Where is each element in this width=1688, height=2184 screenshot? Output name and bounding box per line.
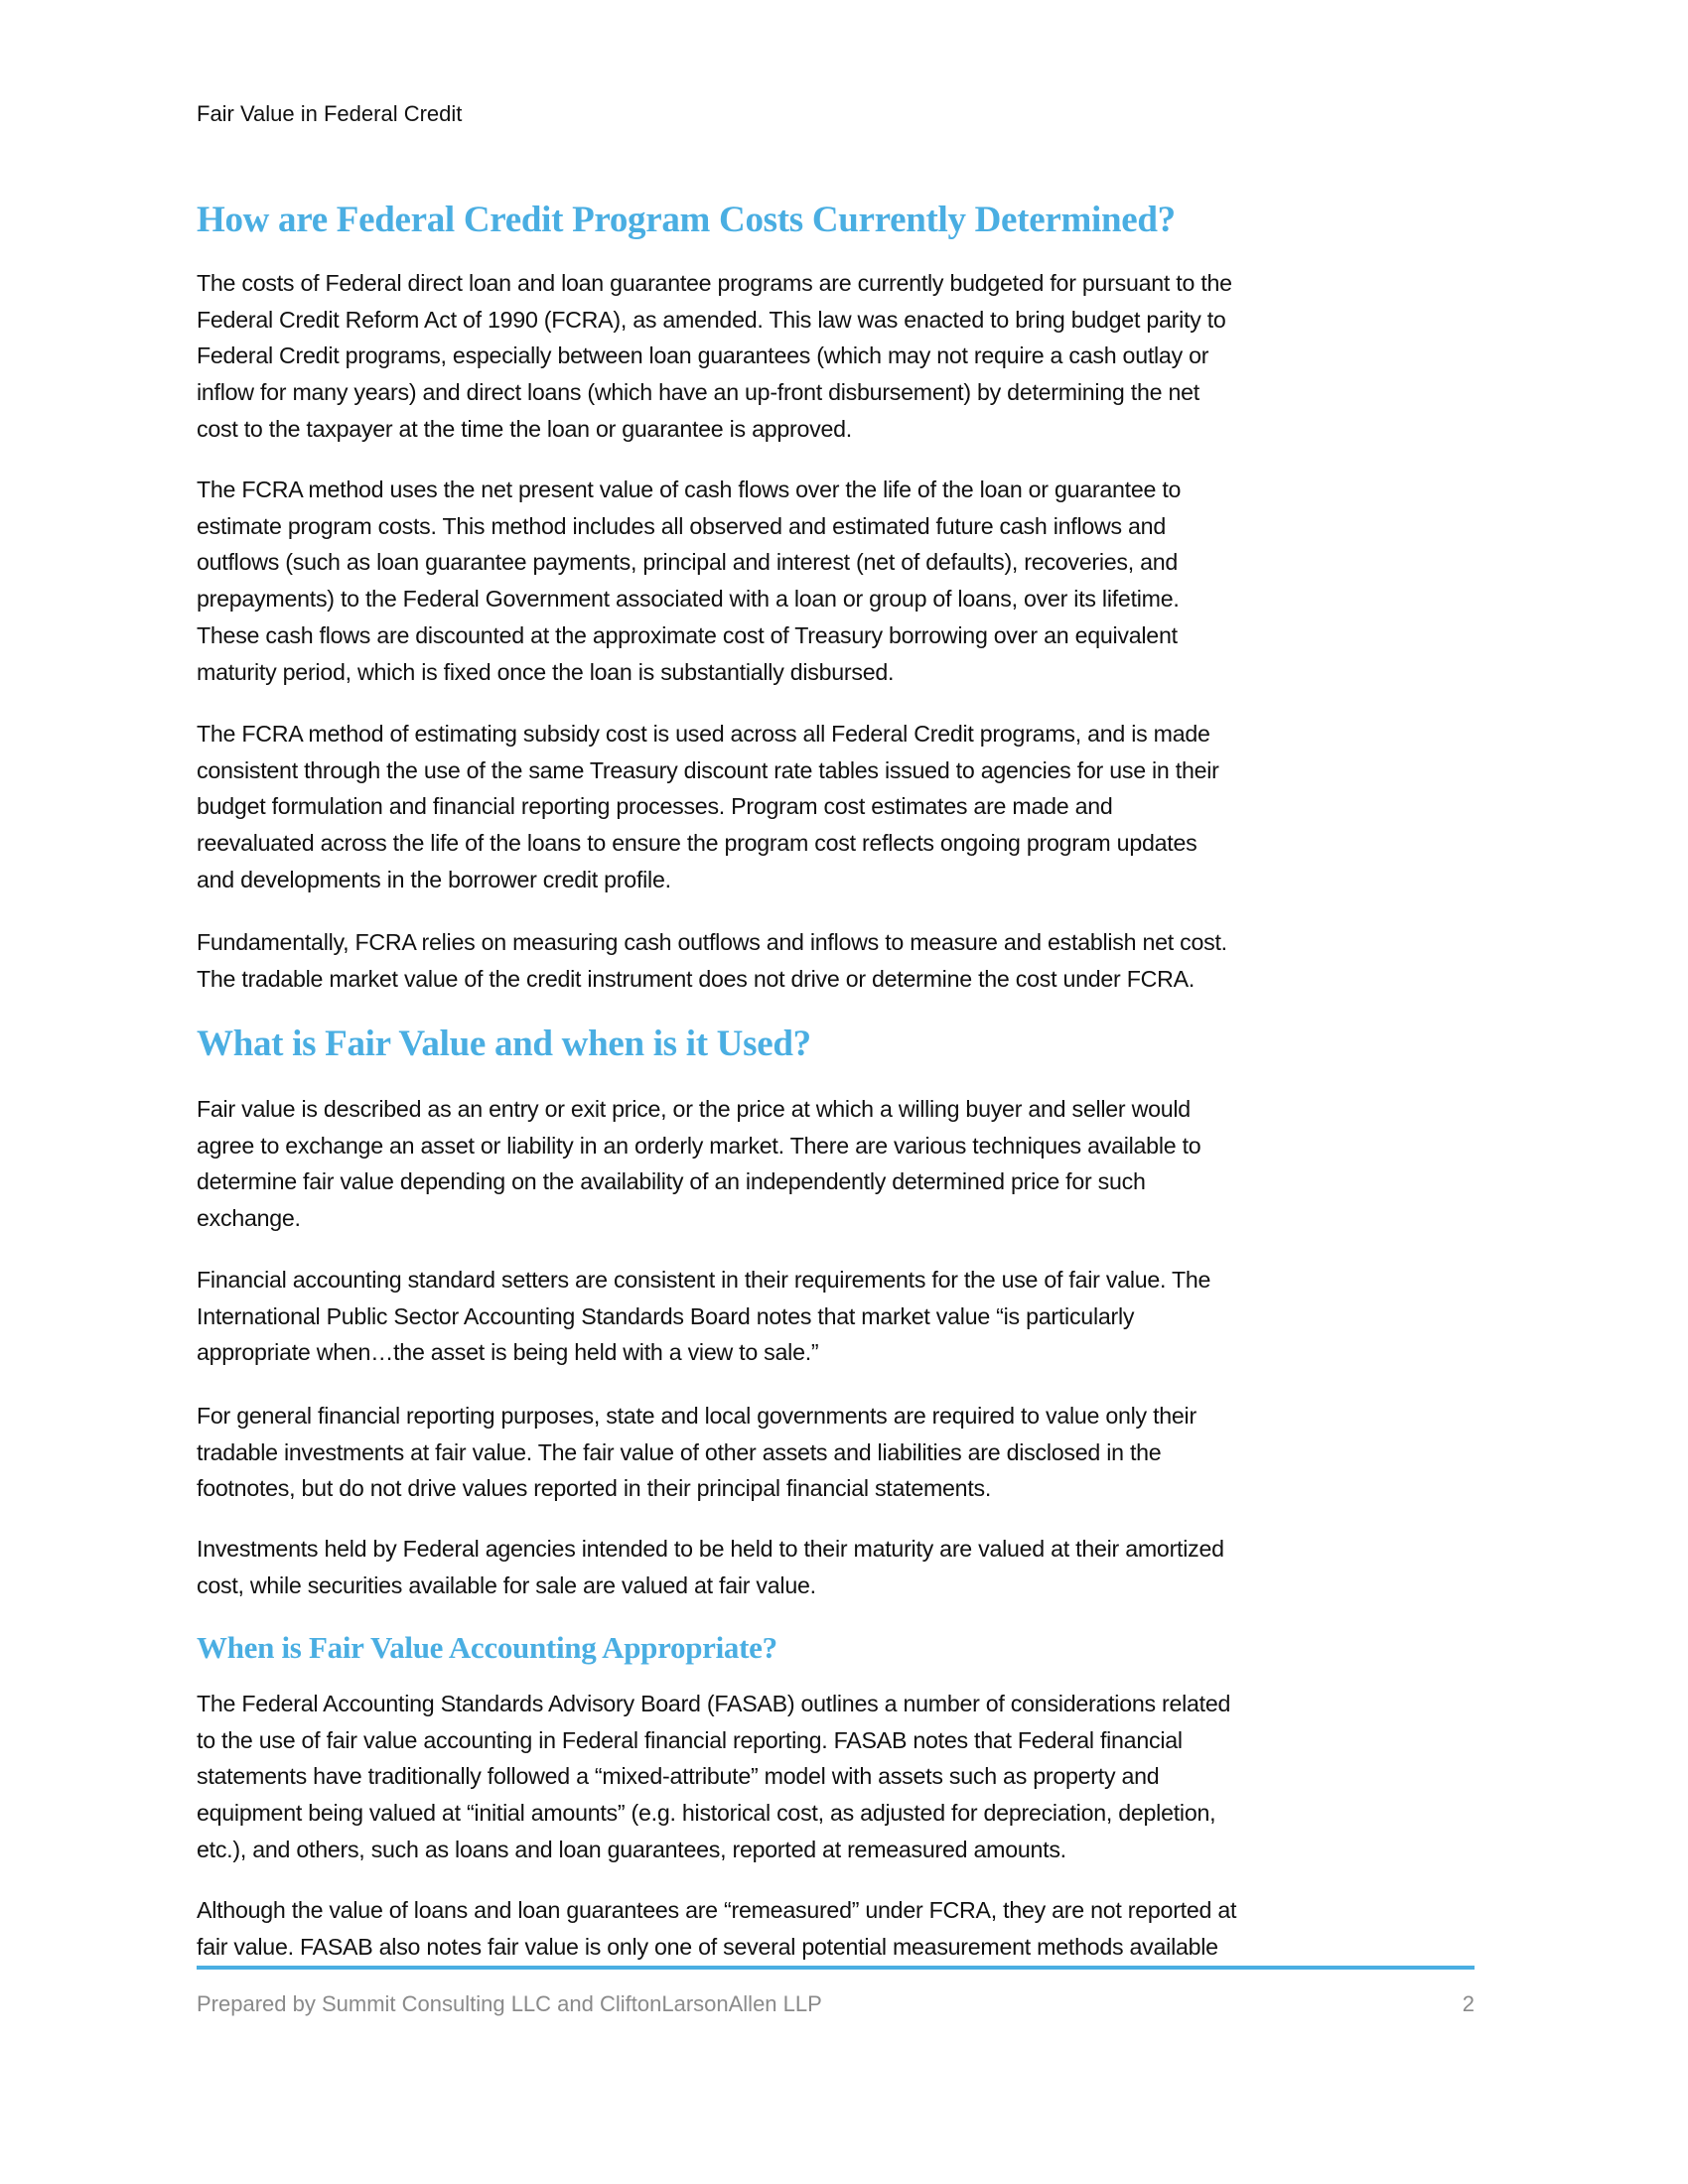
- paragraph-line: cost, while securities available for sale are valued at fair value.: [197, 1571, 816, 1598]
- paragraph: [197, 1091, 1487, 1237]
- paragraph-line: maturity period, which is fixed once the loan is substantially disbursed.: [197, 658, 895, 685]
- paragraph-line: etc.), and others, such as loans and loan guarantees, reported at remeasured amounts.: [197, 1836, 1066, 1862]
- paragraph: [197, 1531, 1487, 1603]
- paragraph-line: Federal Credit Reform Act of 1990 (FCRA), as amended. This law was enacted to bring budget parity to: [197, 306, 1226, 333]
- paragraph-line: estimate program costs. This method includes all observed and estimated future cash inflows and: [197, 512, 1166, 539]
- paragraph-line: The costs of Federal direct loan and loan guarantee programs are currently budgeted for pursuant to the: [197, 270, 1232, 296]
- paragraph-line: footnotes, but do not drive values reported in their principal financial statements.: [197, 1475, 992, 1502]
- paragraph: [197, 472, 1487, 690]
- footer-divider: [197, 1966, 1475, 1970]
- paragraph-line: These cash flows are discounted at the approximate cost of Treasury borrowing over an equivalent: [197, 621, 1178, 648]
- paragraph-line: and developments in the borrower credit profile.: [197, 866, 671, 892]
- paragraph-line: fair value. FASAB also notes fair value is only one of several potential measurement methods available: [197, 1933, 1218, 1960]
- paragraph-line: International Public Sector Accounting Standards Board notes that market value “is particularly: [197, 1302, 1135, 1329]
- paragraph-line: The FCRA method uses the net present value of cash flows over the life of the loan or guarantee to: [197, 477, 1182, 502]
- paragraph-line: exchange.: [197, 1205, 301, 1232]
- paragraph: [197, 265, 1487, 448]
- section-heading: How are Federal Credit Program Costs Currently Determined?: [197, 200, 1176, 240]
- paragraph-line: Although the value of loans and loan guarantees are “remeasured” under FCRA, they are not reported at: [197, 1897, 1237, 1923]
- paragraph: [197, 716, 1487, 898]
- paragraph-line: For general financial reporting purposes, state and local governments are required to value only their: [197, 1403, 1196, 1429]
- paragraph: [197, 1686, 1487, 1868]
- paragraph-line: inflow for many years) and direct loans (which have an up-front disbursement) by determining the net: [197, 379, 1199, 406]
- paragraph-line: determine fair value depending on the availability of an independently determined price for such: [197, 1168, 1146, 1195]
- paragraph-line: tradable investments at fair value. The fair value of other assets and liabilities are disclosed in the: [197, 1438, 1162, 1465]
- paragraph-line: Fair value is described as an entry or exit price, or the price at which a willing buyer and seller would: [197, 1096, 1191, 1122]
- paragraph: [197, 1398, 1487, 1507]
- paragraph-line: statements have traditionally followed a “mixed-attribute” model with assets such as property and: [197, 1763, 1160, 1790]
- paragraph-line: budget formulation and financial reporting processes. Program cost estimates are made and: [197, 793, 1113, 820]
- paragraph-line: Fundamentally, FCRA relies on measuring cash outflows and inflows to measure and establish net cost.: [197, 929, 1227, 955]
- paragraph-line: Federal Credit programs, especially between loan guarantees (which may not require a cash outlay or: [197, 342, 1209, 369]
- paragraph-line: reevaluated across the life of the loans to ensure the program cost reflects ongoing program updates: [197, 830, 1197, 857]
- paragraph-line: Financial accounting standard setters are consistent in their requirements for the use of fair value. The: [197, 1267, 1211, 1293]
- paragraph-line: The Federal Accounting Standards Advisory Board (FASAB) outlines a number of considerations related: [197, 1691, 1231, 1716]
- page-number: 2: [1462, 1991, 1475, 2016]
- paragraph-line: prepayments) to the Federal Government associated with a loan or group of loans, over its lifetime.: [197, 586, 1180, 613]
- paragraph-line: agree to exchange an asset or liability in an orderly market. There are various techniques available to: [197, 1132, 1201, 1159]
- paragraph-line: appropriate when…the asset is being held with a view to sale.”: [197, 1339, 819, 1366]
- running-header: Fair Value in Federal Credit: [197, 101, 463, 126]
- paragraph-line: cost to the taxpayer at the time the loan or guarantee is approved.: [197, 415, 852, 442]
- paragraph-line: to the use of fair value accounting in Federal financial reporting. FASAB notes that Federal financial: [197, 1726, 1183, 1753]
- section-heading: When is Fair Value Accounting Appropriate?: [197, 1630, 777, 1665]
- paragraph: [197, 1262, 1487, 1371]
- section-heading: What is Fair Value and when is it Used?: [197, 1024, 811, 1064]
- paragraph-line: The tradable market value of the credit instrument does not drive or determine the cost under FCRA.: [197, 965, 1196, 992]
- footer-prepared-by: Prepared by Summit Consulting LLC and CliftonLarsonAllen LLP: [197, 1991, 822, 2016]
- paragraph-line: consistent through the use of the same Treasury discount rate tables issued to agencies for use in their: [197, 756, 1219, 783]
- paragraph-line: equipment being valued at “initial amounts” (e.g. historical cost, as adjusted for depreciation, depletion,: [197, 1800, 1216, 1827]
- paragraph-line: outflows (such as loan guarantee payments, principal and interest (net of defaults), recoveries, and: [197, 549, 1179, 576]
- paragraph-line: The FCRA method of estimating subsidy cost is used across all Federal Credit programs, and is made: [197, 721, 1210, 747]
- paragraph: [197, 1892, 1487, 1965]
- paragraph: [197, 924, 1487, 997]
- paragraph-line: Investments held by Federal agencies intended to be held to their maturity are valued at their amortized: [197, 1536, 1224, 1562]
